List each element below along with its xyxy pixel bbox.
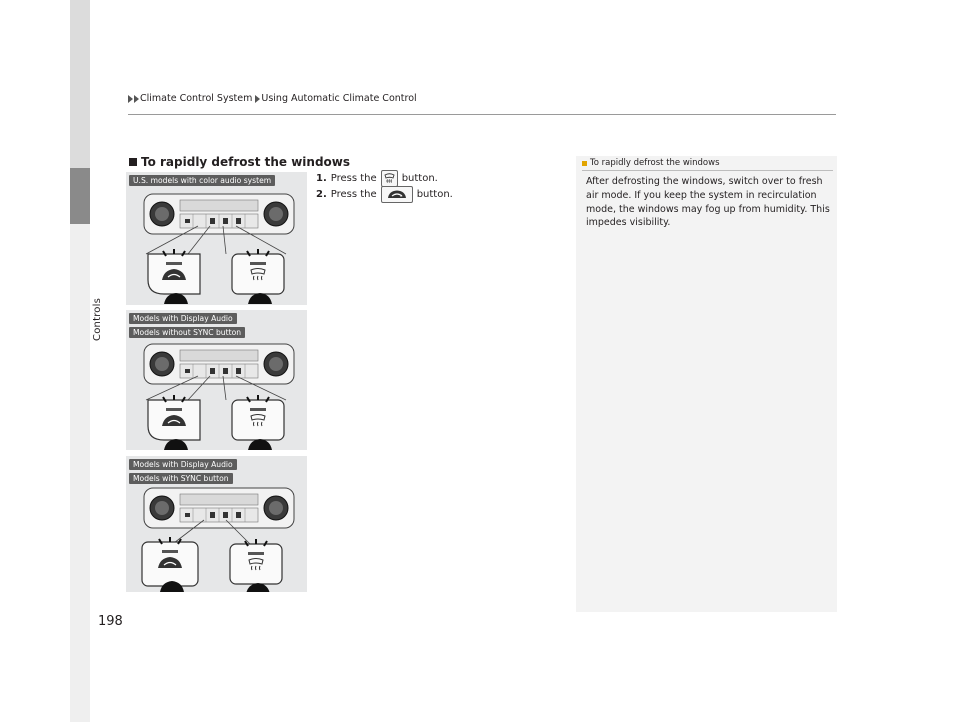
breadcrumb-arrow-icon	[134, 95, 139, 103]
breadcrumb-item[interactable]: Climate Control System	[140, 93, 253, 104]
breadcrumb-arrow-icon	[128, 95, 133, 103]
breadcrumb	[128, 93, 417, 104]
note-divider	[582, 170, 833, 171]
model-tag: Models with Display Audio	[129, 459, 237, 470]
model-tag: Models with SYNC button	[129, 473, 233, 484]
front-defrost-icon	[381, 170, 398, 187]
recirculation-icon	[381, 186, 413, 203]
breadcrumb-item[interactable]: Using Automatic Climate Control	[261, 93, 417, 104]
step-2: 2. Press the button.	[316, 186, 453, 203]
section-title: To rapidly defrost the windows	[129, 155, 350, 169]
breadcrumb-arrow-icon	[255, 95, 260, 103]
side-tab-marker	[70, 168, 90, 224]
climate-panel-illustration	[126, 456, 307, 592]
note-title: To rapidly defrost the windows	[582, 158, 720, 168]
note-marker-icon	[582, 161, 587, 166]
panel-display-audio-no-sync	[126, 310, 307, 450]
section-bullet-icon	[129, 158, 137, 166]
model-tag: Models with Display Audio	[129, 313, 237, 324]
side-tab-upper	[70, 0, 90, 168]
climate-panel-illustration	[126, 172, 307, 305]
chapter-label: Controls	[92, 298, 103, 341]
note-box	[576, 156, 837, 612]
panel-color-audio	[126, 172, 307, 305]
page-number: 198	[98, 614, 123, 629]
model-tag: U.S. models with color audio system	[129, 175, 275, 186]
model-tag: Models without SYNC button	[129, 327, 245, 338]
panel-display-audio-sync	[126, 456, 307, 592]
header-divider	[128, 114, 836, 115]
climate-panel-illustration	[126, 310, 307, 450]
step-1: 1. Press the button.	[316, 170, 438, 187]
note-body: After defrosting the windows, switch over to fresh air mode. If you keep the system in recirculation mode, the windows may fog up from humidity. This impedes visibility.	[586, 176, 830, 229]
side-tab-lower	[70, 224, 90, 722]
